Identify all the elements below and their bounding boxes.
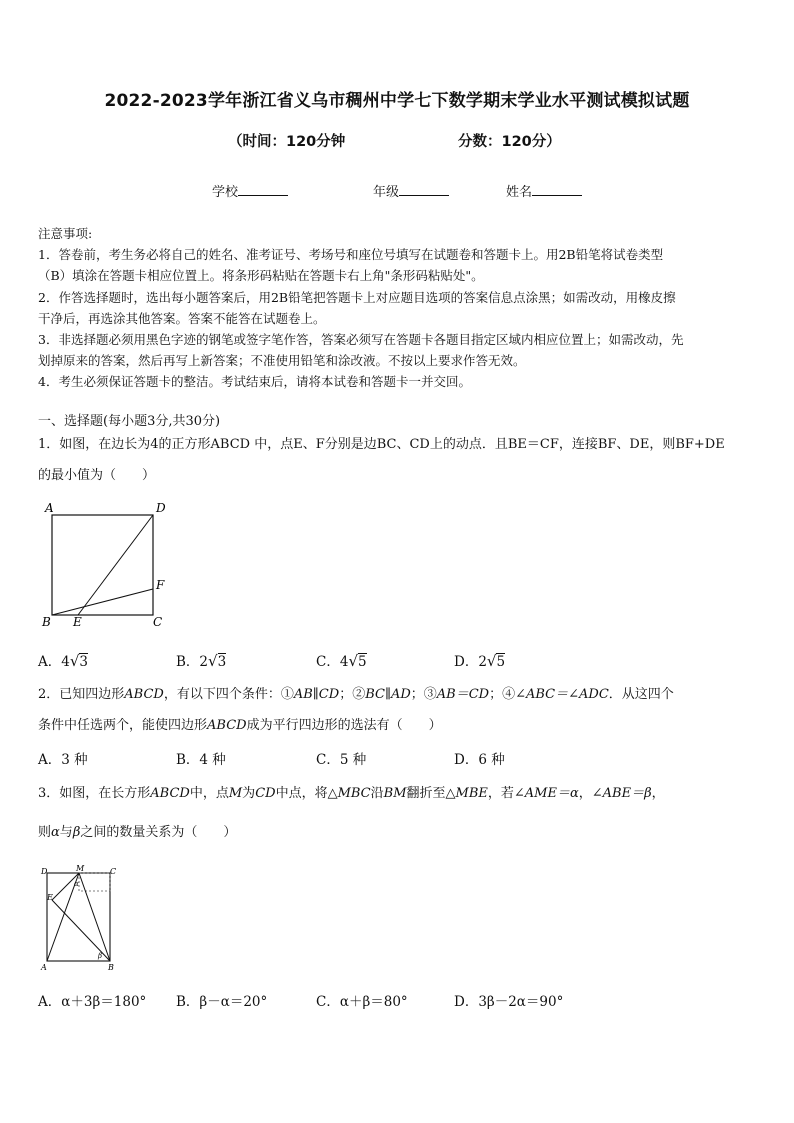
q2-line2: 条件中任选两个，能使四边形ABCD成为平行四边形的选法有（ ）	[38, 718, 442, 733]
note-line: 4．考生必须保证答题卡的整洁。考试结束后，请将本试卷和答题卡一并交回。	[38, 374, 471, 390]
q2-option-a: A．3 种	[38, 752, 88, 768]
note-line: 干净后，再选涂其他答案。答案不能答在试题卷上。	[38, 310, 326, 326]
q1-line1: 1．如图，在边长为4的正方形ABCD 中，点E、F分别是边BC、CD上的动点．且BE＝CF，连接BF、DE，则BF+DE	[38, 437, 725, 452]
note-line: （B）填涂在答题卡相应位置上。将条形码粘贴在答题卡右上角"条形码粘贴处"。	[38, 268, 484, 284]
label-b: B	[108, 963, 114, 972]
q3-line1: 3．如图，在长方形ABCD中，点M为CD中点，将△MBC沿BM翻折至△MBE，若∠AME＝α，∠ABE＝β，	[38, 786, 665, 801]
label-beta: β	[98, 952, 103, 960]
note-line: 1．答卷前，考生务必将自己的姓名、准考证号、考场号和座位号填写在试题卷和答题卡上。用2B铅笔将试卷类型	[38, 247, 664, 263]
label-c: C	[153, 615, 163, 629]
grade-blank	[399, 183, 449, 196]
note-line: 2．作答选择题时，选出每小题答案后，用2B铅笔把答题卡上对应题目选项的答案信息点涂黑；如需改动，用橡皮擦	[38, 289, 676, 305]
segment-de	[78, 515, 153, 615]
grade-field	[373, 181, 449, 200]
q1-line2: 的最小值为（ ）	[38, 468, 156, 483]
q3-option-c: C．α＋β＝80°	[316, 994, 408, 1010]
label-e: E	[47, 893, 53, 902]
folded-region	[79, 873, 110, 891]
name-blank	[532, 183, 582, 196]
label-alpha: α	[74, 880, 79, 888]
label-e: E	[73, 615, 82, 629]
q2-option-d: D．6 种	[454, 752, 505, 768]
q3-option-a: A．α＋3β＝180°	[38, 994, 147, 1010]
q2-option-b: B．4 种	[176, 752, 226, 768]
segment-bf	[52, 589, 153, 615]
q3-line2: 则α与β之间的数量关系为（ ）	[38, 825, 237, 840]
label-d: D	[41, 867, 48, 876]
q3-figure	[38, 862, 128, 974]
q3-option-b: B．β－α＝20°	[176, 994, 268, 1010]
q1-figure	[38, 500, 178, 634]
label-m: M	[76, 864, 85, 873]
grade-label: 年级	[373, 185, 400, 200]
q1-option-d: D．2√5	[454, 652, 506, 670]
note-line: 划掉原来的答案，然后再写上新答案；不准使用铅笔和涂改液。不按以上要求作答无效。	[38, 353, 526, 369]
exam-time: （时间：120分钟	[228, 134, 346, 150]
q1-option-c: C．4√5	[316, 652, 367, 670]
school-blank	[238, 183, 288, 196]
label-a: A	[45, 501, 54, 515]
label-b: B	[42, 615, 51, 629]
section-heading: 一、选择题(每小题3分,共30分)	[38, 414, 221, 429]
label-a: A	[41, 963, 47, 972]
label-f: F	[156, 578, 165, 592]
q2-line1: 2．已知四边形ABCD，有以下四个条件：①AB∥CD；②BC∥AD；③AB＝CD；④∠ABC＝∠ADC．从这四个	[38, 687, 674, 702]
q2-option-c: C．5 种	[316, 752, 367, 768]
name-label: 姓名	[506, 185, 533, 200]
notes-block	[38, 223, 758, 393]
segment-mb	[79, 873, 110, 961]
school-field	[212, 181, 288, 200]
name-field	[506, 181, 582, 200]
exam-score: 分数：120分）	[458, 134, 561, 150]
q1-option-a: A．4√3	[38, 652, 88, 670]
note-line: 3．非选择题必须用黑色字迹的钢笔或签字笔作答，答案必须写在答题卡各题目指定区域内相应位置上；如需改动，先	[38, 332, 684, 348]
label-c: C	[110, 867, 117, 876]
exam-title: 2022-2023学年浙江省义乌市稠州中学七下数学期末学业水平测试模拟试题	[104, 91, 690, 111]
q1-option-b: B．2√3	[176, 652, 227, 670]
square-abcd	[52, 515, 153, 615]
notes-heading: 注意事项:	[38, 226, 93, 241]
school-label: 学校	[212, 185, 239, 200]
q3-option-d: D．3β－2α＝90°	[454, 994, 564, 1010]
label-d: D	[156, 501, 166, 515]
